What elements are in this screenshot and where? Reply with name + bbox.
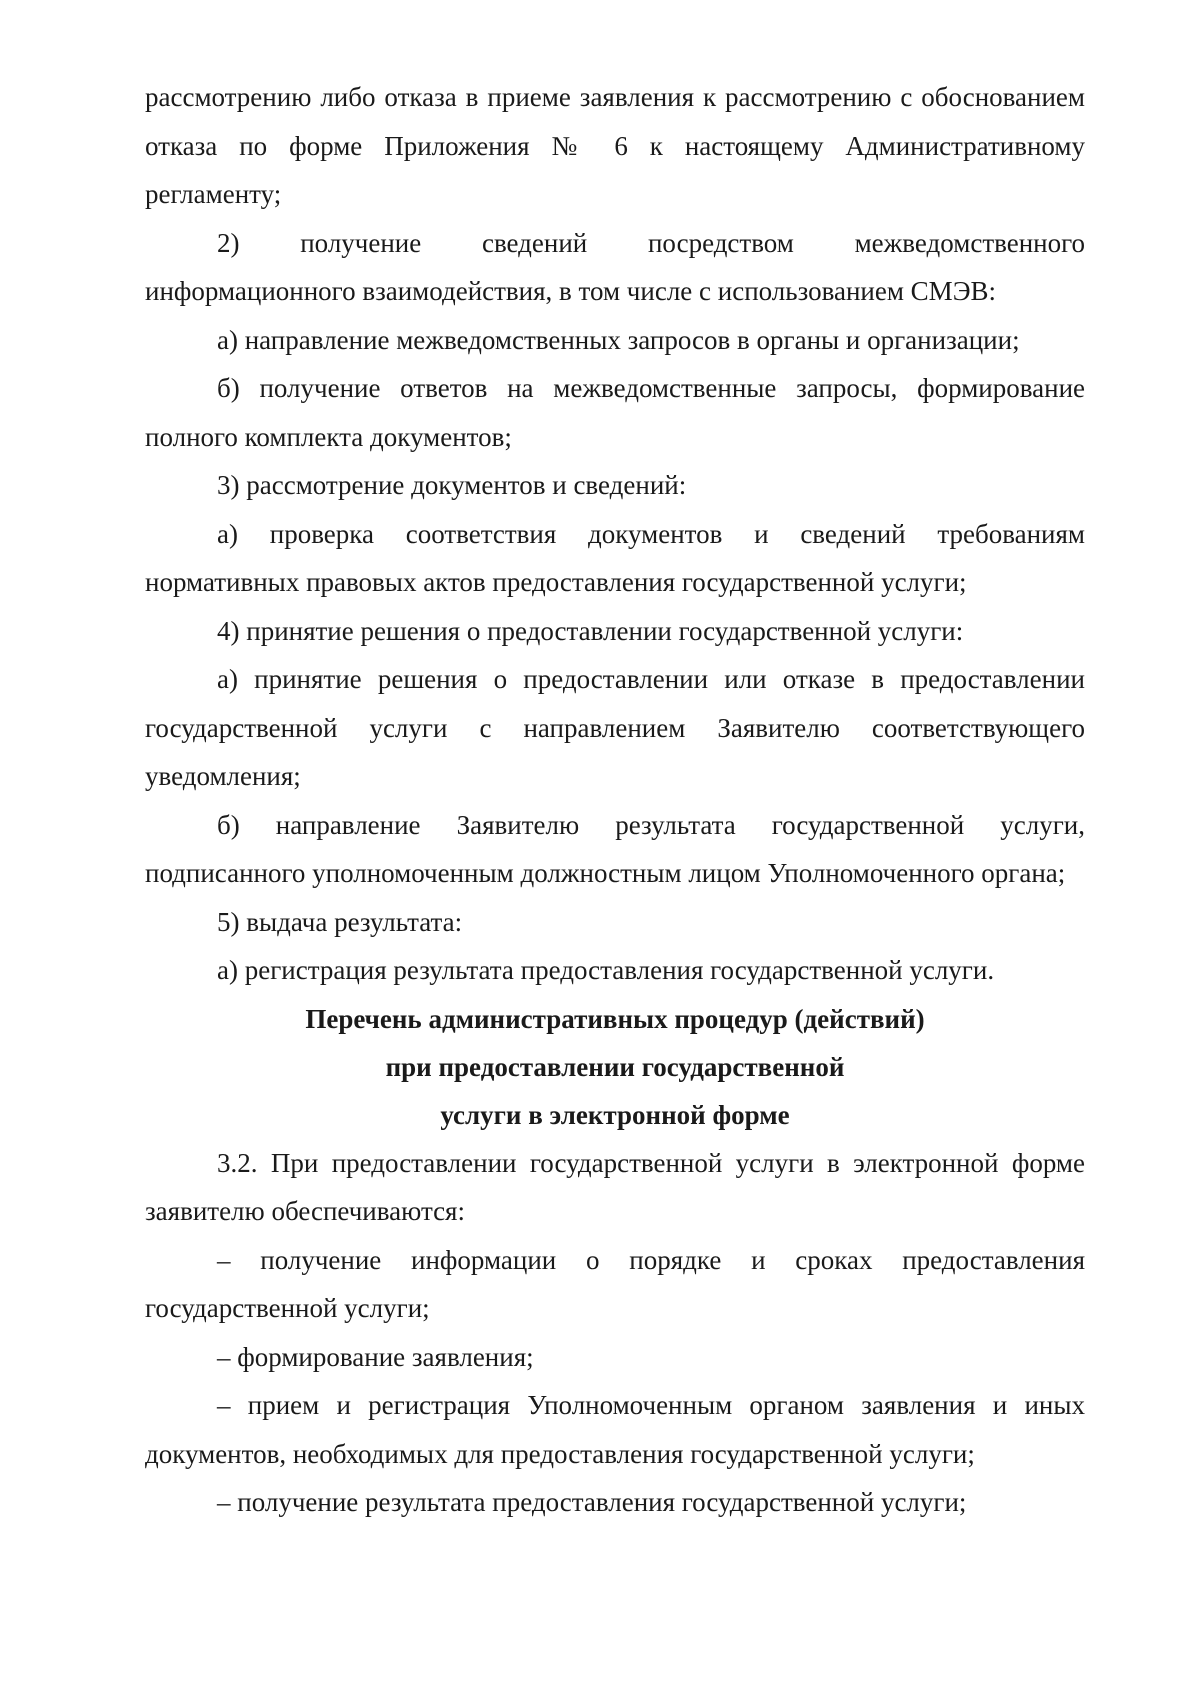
paragraph-register-result: а) регистрация результата предоставления государственной услуги. bbox=[217, 955, 995, 985]
section-heading-line-3: услуги в электронной форме bbox=[440, 1099, 790, 1130]
paragraph-compliance-check: а) проверка соответствия документов и сведений требованиям нормативных правовых актов предоставления государственной услуги; bbox=[145, 518, 1085, 597]
paragraph-issue-result: 5) выдача результата: bbox=[217, 906, 463, 937]
paragraph-electronic-provision: 3.2. При предоставлении государственной услуги в электронной форме заявителю обеспечиваются: bbox=[145, 1147, 1085, 1226]
paragraph-receive-responses: б) получение ответов на межведомственные запросы, формирование полного комплекта документов; bbox=[145, 373, 1085, 452]
list-item-info: – получение информации о порядке и сроках предоставления государственной услуги; bbox=[145, 1244, 1085, 1323]
paragraph-review-documents: 3) рассмотрение документов и сведений: bbox=[217, 470, 687, 500]
document-page bbox=[145, 73, 1085, 1527]
paragraph-send-result: б) направление Заявителю результата государственной услуги, подписанного уполномоченным должностным лицом Уполномоченного органа; bbox=[145, 809, 1085, 888]
list-item-get-result: – получение результата предоставления государственной услуги; bbox=[217, 1487, 967, 1517]
paragraph-interagency-info: 2) получение сведений посредством межведомственного информационного взаимодействия, в том числе с использованием СМЭВ: bbox=[145, 227, 1085, 306]
paragraph-send-requests: а) направление межведомственных запросов в органы и организации; bbox=[217, 324, 1020, 355]
paragraph-decision-notice: а) принятие решения о предоставлении или отказе в предоставлении государственной услуги с направлением Заявителю соответствующего уведомления; bbox=[145, 664, 1085, 791]
paragraph-refusal-form: рассмотрению либо отказа в приеме заявления к рассмотрению с обоснованием отказа по форме Приложения № 6 к настоящему Административному регламенту; bbox=[145, 82, 1085, 209]
list-item-application-forming: – формирование заявления; bbox=[217, 1341, 534, 1372]
paragraph-decision: 4) принятие решения о предоставлении государственной услуги: bbox=[217, 615, 964, 646]
section-heading-line-1: Перечень административных процедур (действий) bbox=[305, 1003, 925, 1034]
section-heading-line-2: при предоставлении государственной bbox=[385, 1051, 845, 1082]
list-item-registration: – прием и регистрация Уполномоченным органом заявления и иных документов, необходимых для предоставления государственной услуги; bbox=[145, 1390, 1085, 1469]
